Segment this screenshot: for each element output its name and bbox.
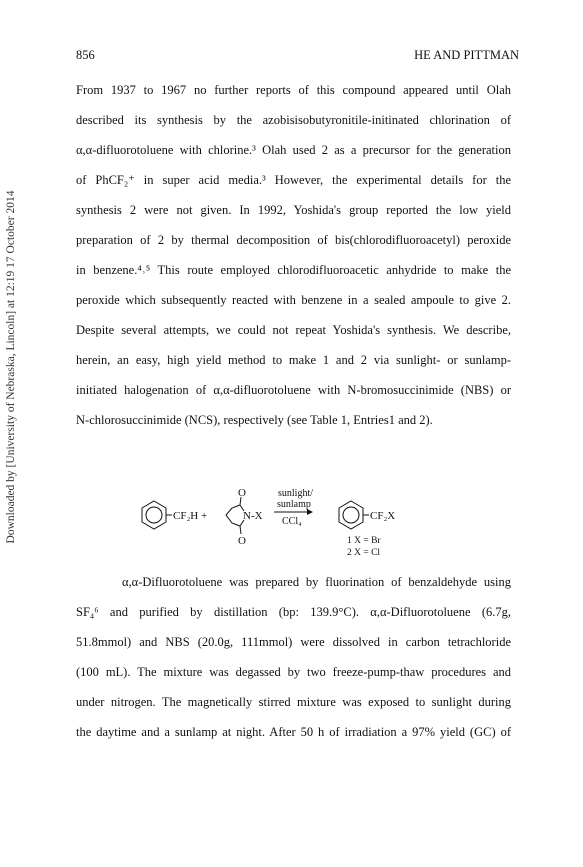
succinimide-ring-icon	[226, 497, 244, 534]
text-line: described its synthesis by the azobisisobutyronitile-initinated chlorination of	[76, 113, 511, 127]
text-line: From 1937 to 1967 no further reports of this compound appeared until Olah	[76, 83, 511, 97]
paragraph-2	[76, 574, 511, 754]
carbonyl-oxygen-bottom: O	[238, 535, 246, 547]
text-line: N-chlorosuccinimide (NCS), respectively (see Table 1, Entries1 and 2).	[76, 413, 433, 427]
text-line: initiated halogenation of α,α-difluorotoluene with N-bromosuccinimide (NBS) or	[76, 383, 511, 397]
text-line: (100 mL). The mixture was degassed by two freeze-pump-thaw procedures and	[76, 665, 511, 679]
reaction-scheme	[128, 488, 458, 578]
text-line: synthesis 2 were not given. In 1992, Yoshida's group reported the low yield	[76, 203, 511, 217]
page-number: 856	[76, 48, 95, 62]
running-head: HE AND PITTMAN	[414, 48, 519, 62]
nx-label: N-X	[243, 510, 263, 522]
product-2-label: 2 X = Cl	[347, 548, 381, 558]
text-line: 51.8mmol) and NBS (20.0g, 111mmol) were dissolved in carbon tetrachloride	[76, 635, 511, 649]
carbonyl-oxygen-top: O	[238, 488, 246, 499]
text-line: the daytime and a sunlamp at night. After 50 h of irradiation a 97% yield (GC) of	[76, 725, 511, 739]
text-line: peroxide which subsequently reacted with benzene in a sealed ampoule to give 2.	[76, 293, 511, 307]
product-1-label: 1 X = Br	[347, 536, 381, 546]
text-line: under nitrogen. The magnetically stirred mixture was exposed to sunlight during	[76, 695, 511, 709]
text-line: Despite several attempts, we could not repeat Yoshida's synthesis. We describe,	[76, 323, 511, 337]
solvent-label: CCl₄	[282, 516, 302, 527]
benzene-ring-icon	[339, 501, 369, 529]
page-header	[76, 48, 519, 64]
paragraph-1	[76, 82, 511, 442]
product-group: CF₂X	[370, 510, 396, 522]
text-line: herein, an easy, high yield method to make 1 and 2 via sunlight- or sunlamp-	[76, 353, 511, 367]
download-watermark: Downloaded by [University of Nebraska, Lincoln] at 12:19 17 October 2014	[5, 190, 17, 544]
text-line: preparation of 2 by thermal decomposition of bis(chlorodifluoroacetyl) peroxide	[76, 233, 511, 247]
text-line: α,α-Difluorotoluene was prepared by fluorination of benzaldehyde using	[122, 575, 511, 589]
text-line: in benzene.⁴˒⁵ This route employed chlorodifluoroacetic anhydride to make the	[76, 263, 511, 277]
reactant-group: CF₂H	[173, 510, 199, 522]
condition-sunlight: sunlight/	[278, 488, 314, 499]
condition-sunlamp: sunlamp	[277, 499, 311, 510]
text-line: of PhCF₂⁺ in super acid media.³ However, the experimental details for the	[76, 173, 511, 187]
benzene-ring-icon	[142, 501, 172, 529]
text-line: SF₄⁶ and purified by distillation (bp: 139.9°C). α,α-Difluorotoluene (6.7g,	[76, 605, 511, 619]
text-line: α,α-difluorotoluene with chlorine.³ Olah used 2 as a precursor for the generation	[76, 143, 511, 157]
plus-sign: +	[201, 510, 208, 522]
